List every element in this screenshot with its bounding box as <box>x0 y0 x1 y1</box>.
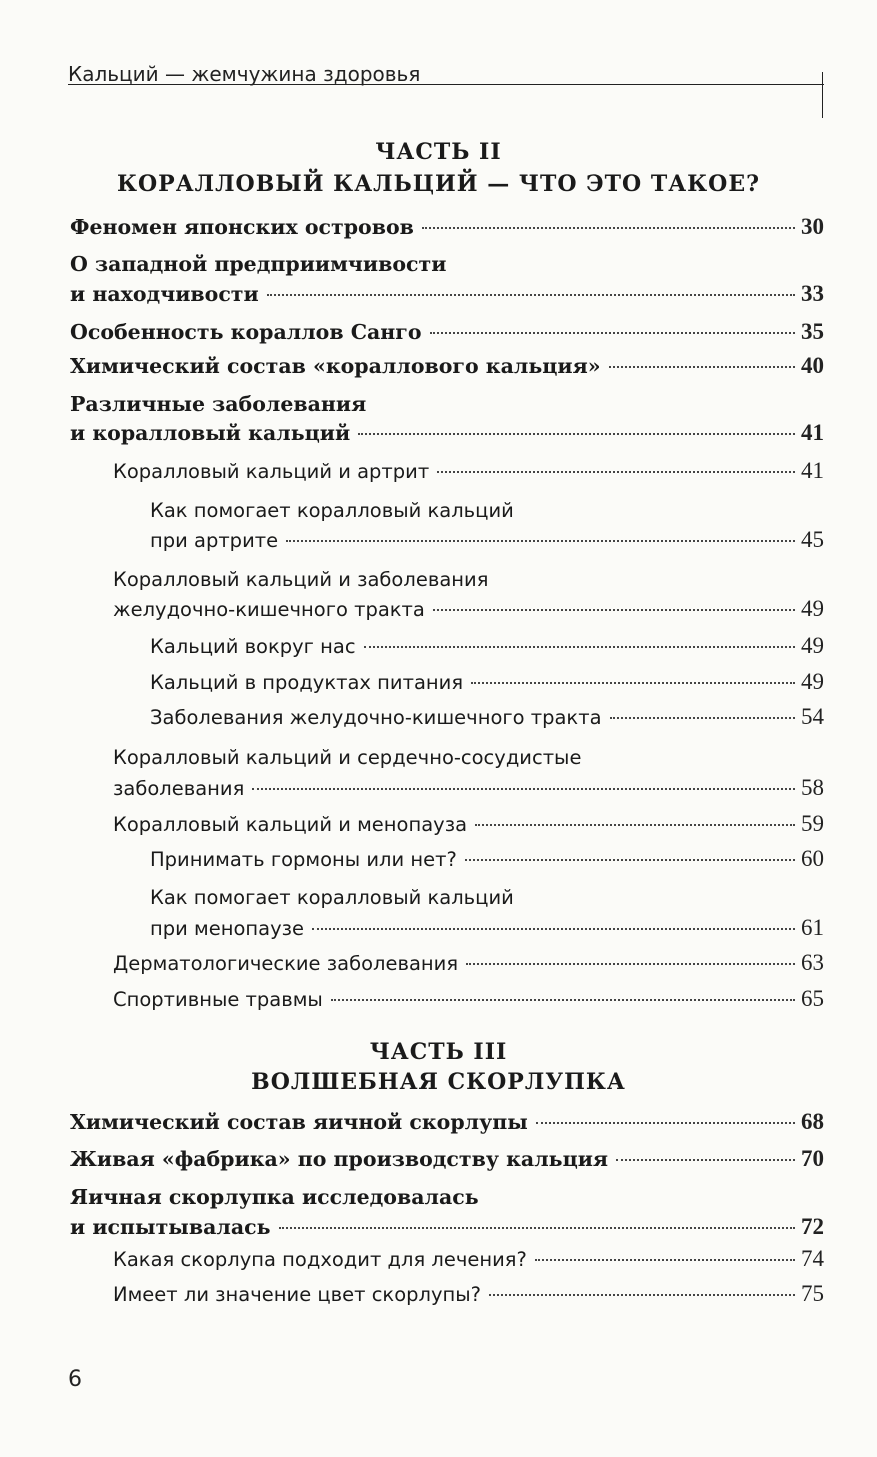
dot-leader <box>430 332 795 334</box>
toc-entry-title: О западной предприимчивости <box>70 252 447 276</box>
dot-leader <box>358 433 795 435</box>
toc-page-number: 72 <box>801 1214 824 1239</box>
toc-entry-title-cont: желудочно-кишечного тракта <box>113 598 425 621</box>
toc-page-number: 54 <box>801 704 824 729</box>
toc-page-number: 58 <box>801 775 824 800</box>
header-rule <box>68 84 824 85</box>
toc-entry-title: Принимать гормоны или нет? <box>150 848 457 871</box>
toc-entry-title: Живая «фабрика» по производству кальция <box>70 1147 609 1171</box>
toc-entry-title: Заболевания желудочно-кишечного тракта <box>150 706 602 729</box>
toc-entry-title: Какая скорлупа подходит для лечения? <box>113 1248 527 1271</box>
dot-leader <box>433 609 795 611</box>
toc-page-number: 35 <box>801 319 824 344</box>
dot-leader <box>465 859 795 861</box>
toc-page-number: 74 <box>801 1246 824 1271</box>
dot-leader <box>252 788 795 790</box>
toc-page-number: 49 <box>801 669 824 694</box>
toc-entry-title: Химический состав «кораллового кальция» <box>70 354 601 378</box>
toc-page-number: 65 <box>801 986 824 1011</box>
dot-leader <box>536 1122 795 1124</box>
dot-leader <box>422 227 795 229</box>
toc-page-number: 49 <box>801 596 824 621</box>
toc-page-number: 70 <box>801 1146 824 1171</box>
dot-leader <box>364 646 795 648</box>
part-2-subtitle: КОРАЛЛОВЫЙ КАЛЬЦИЙ — ЧТО ЭТО ТАКОЕ? <box>117 171 760 197</box>
toc-entry-title: Спортивные травмы <box>113 988 323 1011</box>
toc-entry-title: Дерматологические заболевания <box>113 952 459 975</box>
toc-entry-title: Коралловый кальций и менопауза <box>113 813 468 836</box>
toc-page-number: 60 <box>801 846 824 871</box>
toc-page-number: 41 <box>801 420 824 445</box>
toc-page-number: 61 <box>801 915 824 940</box>
header-corner-mark <box>822 72 823 118</box>
part-2-title: ЧАСТЬ II <box>375 139 502 165</box>
toc-entry-title-cont: при менопаузе <box>150 917 304 940</box>
running-header: Кальций — жемчужина здоровья <box>68 62 421 86</box>
toc-entry-title: Химический состав яичной скорлупы <box>70 1110 528 1134</box>
dot-leader <box>331 999 795 1001</box>
toc-page-number: 68 <box>801 1109 824 1134</box>
toc-page-number: 41 <box>801 458 824 483</box>
toc-entry-title: Коралловый кальций и сердечно-сосудистые <box>113 746 582 769</box>
dot-leader <box>535 1259 795 1261</box>
dot-leader <box>489 1294 795 1296</box>
dot-leader <box>286 540 795 542</box>
toc-entry-title: Кальций вокруг нас <box>150 635 356 658</box>
dot-leader <box>437 471 795 473</box>
dot-leader <box>471 682 795 684</box>
toc-entry-title: Особенность кораллов Санго <box>70 320 422 344</box>
toc-entry-title: Коралловый кальций и артрит <box>113 460 430 483</box>
toc-entry-title-cont: заболевания <box>113 777 245 800</box>
toc-page-number: 63 <box>801 950 824 975</box>
dot-leader <box>616 1159 795 1161</box>
toc-entry-title-cont: и испытывалась <box>70 1215 271 1239</box>
dot-leader <box>475 824 795 826</box>
toc-entry-title: Кальций в продуктах питания <box>150 671 464 694</box>
toc-entry-title: Имеет ли значение цвет скорлупы? <box>113 1283 482 1306</box>
dot-leader <box>466 963 795 965</box>
dot-leader <box>609 366 795 368</box>
part-3-title: ЧАСТЬ III <box>369 1039 508 1065</box>
page-number: 6 <box>68 1367 82 1392</box>
toc-page-number: 49 <box>801 633 824 658</box>
toc-page-number: 33 <box>801 281 824 306</box>
toc-entry-title-cont: и находчивости <box>70 282 259 306</box>
toc-entry-title: Коралловый кальций и заболевания <box>113 568 489 591</box>
dot-leader <box>610 717 795 719</box>
toc-entry-title: Как помогает коралловый кальций <box>150 499 514 522</box>
toc-page-number: 45 <box>801 527 824 552</box>
toc-entry-title: Как помогает коралловый кальций <box>150 886 514 909</box>
toc-entry-title: Различные заболевания <box>70 392 367 416</box>
toc-entry-title: Яичная скорлупка исследовалась <box>70 1185 479 1209</box>
toc-entry-title-cont: и коралловый кальций <box>70 421 351 445</box>
toc-page-number: 40 <box>801 353 824 378</box>
toc-entry-title-cont: при артрите <box>150 529 279 552</box>
dot-leader <box>279 1227 796 1229</box>
toc-entry-title: Феномен японских островов <box>70 215 414 239</box>
part-3-subtitle: ВОЛШЕБНАЯ СКОРЛУПКА <box>251 1069 626 1095</box>
dot-leader <box>267 294 795 296</box>
toc-page-number: 30 <box>801 214 824 239</box>
toc-page-number: 59 <box>801 811 824 836</box>
toc-page-number: 75 <box>801 1281 824 1306</box>
dot-leader <box>312 928 795 930</box>
